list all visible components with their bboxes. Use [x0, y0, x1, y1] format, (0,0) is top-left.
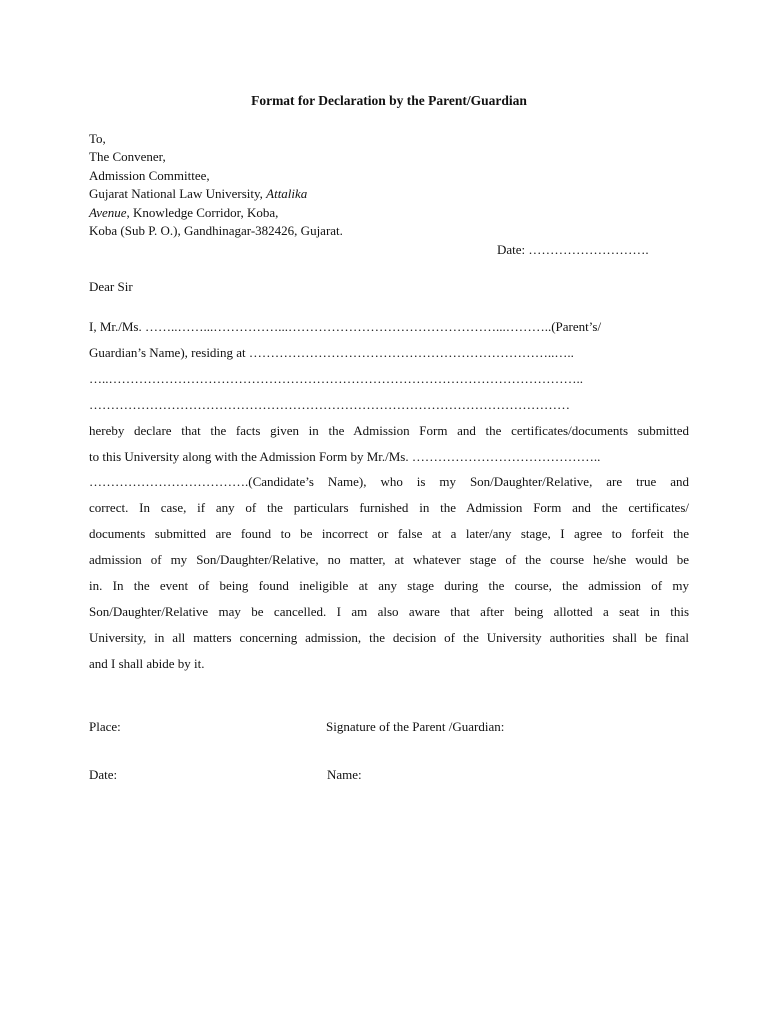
body-line-residence-cont-2: …………………………………………………………………………………………………: [89, 396, 570, 412]
body-line: Son/Daughter/Relative may be cancelled. I am also aware that after being allotted a seat in this: [89, 603, 689, 619]
address-line-university: [89, 185, 343, 203]
salutation: Dear Sir: [89, 279, 133, 294]
body-line: hereby declare that the facts given in the Admission Form and the certificates/documents submitted: [89, 422, 689, 438]
body-line-parent-name: I, Mr./Ms. ……..……...……………...…………………………………………...………..(Parent’s/: [89, 319, 602, 334]
signature-label: Signature of the Parent /Guardian:: [326, 719, 505, 734]
address-line-convener: The Convener,: [89, 149, 166, 165]
address-line-corridor: [89, 204, 343, 222]
name-label: Name:: [327, 767, 362, 782]
address-line-city: Koba (Sub P. O.), Gandhinagar-382426, Gujarat.: [89, 223, 343, 239]
address-to: To,: [89, 131, 106, 146]
body-line-candidate-name: ……………………………….(Candidate’s Name), who is my Son/Daughter/Relative, are true and: [89, 474, 689, 490]
address-university-name: Gujarat National Law University,: [89, 186, 263, 202]
body-line: correct. In case, if any of the particulars furnished in the Admission Form and the certificates/: [89, 500, 689, 516]
body-line: admission of my Son/Daughter/Relative, no matter, at whatever stage of the course he/she would be: [89, 552, 689, 568]
body-line-residence: Guardian’s Name), residing at ……………………………………………………………..…..: [89, 344, 574, 360]
date-label: Date:: [89, 767, 118, 782]
body-line-residence-cont-1: …..………………………………………………………………………………………………..: [89, 370, 583, 386]
address-corridor: , Knowledge Corridor, Koba,: [126, 204, 279, 220]
declaration-body: [89, 314, 689, 677]
date-field: Date: ……………………….: [497, 242, 649, 257]
body-line: in. In the event of being found ineligible at any stage during the course, the admission of my: [89, 578, 689, 594]
recipient-address: [89, 130, 343, 240]
body-line: University, in all matters concerning admission, the decision of the University authorities shall be final: [89, 629, 689, 645]
body-line: documents submitted are found to be incorrect or false at a later/any stage, I agree to forfeit the: [89, 526, 689, 542]
address-line-committee: Admission Committee,: [89, 167, 210, 183]
address-attalika: Attalika: [266, 186, 308, 202]
place-label: Place:: [89, 719, 121, 734]
document-title: Format for Declaration by the Parent/Guardian: [251, 93, 527, 108]
body-line-closing: and I shall abide by it.: [89, 655, 205, 671]
address-avenue: Avenue: [89, 204, 127, 220]
body-line-candidate-by: to this University along with the Admission Form by Mr./Ms. ……………………………………..: [89, 448, 601, 464]
